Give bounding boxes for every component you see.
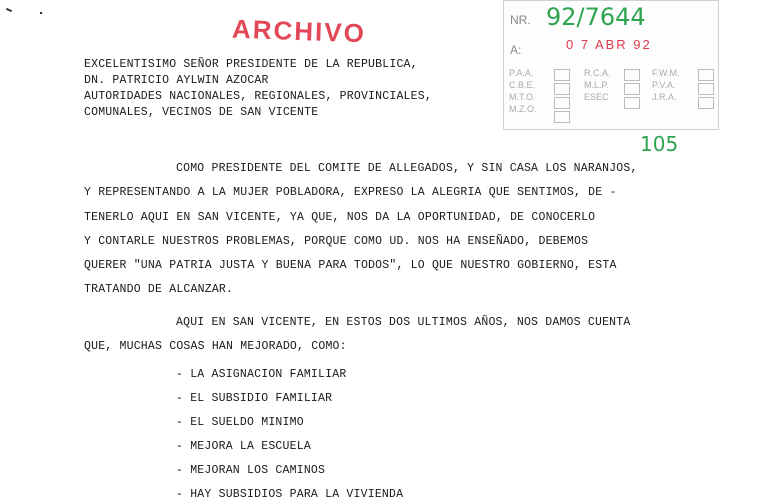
- registry-number: 92/7644: [546, 3, 646, 31]
- registry-code: R.C.A.: [584, 68, 611, 78]
- registry-checkbox: [698, 83, 714, 95]
- body-line: QUE, MUCHAS COSAS HAN MEJORADO, COMO:: [84, 340, 347, 353]
- body-line: Y REPRESENTANDO A LA MUJER POBLADORA, EXPRESO LA ALEGRIA QUE SENTIMOS, DE -: [84, 186, 617, 199]
- registry-checkbox: [698, 97, 714, 109]
- body-line: AQUI EN SAN VICENTE, EN ESTOS DOS ULTIMOS AÑOS, NOS DAMOS CUENTA: [176, 316, 631, 329]
- address-line: DN. PATRICIO AYLWIN AZOCAR: [84, 74, 269, 87]
- body-line: TENERLO AQUI EN SAN VICENTE, YA QUE, NOS DA LA OPORTUNIDAD, DE CONOCERLO: [84, 211, 596, 224]
- registry-code: F.W.M.: [652, 68, 680, 78]
- registry-checkbox: [698, 69, 714, 81]
- registry-checkbox: [554, 83, 570, 95]
- registry-code: P.V.A.: [652, 80, 676, 90]
- registry-a-label: A:: [510, 43, 522, 57]
- folio-number: 105: [640, 132, 679, 156]
- registry-grid-col3: [652, 67, 680, 103]
- scan-speck: [6, 8, 12, 12]
- registry-checkbox: [624, 97, 640, 109]
- registry-code: J.R.A.: [652, 92, 677, 102]
- registry-date: 0 7 ABR 92: [566, 37, 652, 52]
- registry-code: ESEC: [584, 92, 609, 102]
- body-line: TRATANDO DE ALCANZAR.: [84, 283, 234, 296]
- registry-checkbox: [554, 111, 570, 123]
- scan-speck: [40, 12, 42, 14]
- address-line: EXCELENTISIMO SEÑOR PRESIDENTE DE LA REPUBLICA,: [84, 58, 418, 71]
- list-item: - HAY SUBSIDIOS PARA LA VIVIENDA: [176, 488, 404, 501]
- body-line: Y CONTARLE NUESTROS PROBLEMAS, PORQUE COMO UD. NOS HA ENSEÑADO, DEBEMOS: [84, 235, 589, 248]
- registry-checkbox: [624, 69, 640, 81]
- list-item: - EL SUBSIDIO FAMILIAR: [176, 392, 333, 405]
- registry-grid-col2: [584, 67, 611, 103]
- archivo-stamp: ARCHIVO: [231, 13, 367, 49]
- list-item: - MEJORA LA ESCUELA: [176, 440, 311, 453]
- registry-checkbox: [554, 97, 570, 109]
- body-line: COMO PRESIDENTE DEL COMITE DE ALLEGADOS, Y SIN CASA LOS NARANJOS,: [176, 162, 638, 175]
- address-line: AUTORIDADES NACIONALES, REGIONALES, PROVINCIALES,: [84, 90, 432, 103]
- registry-code: M.Z.O.: [509, 104, 537, 114]
- registry-checkbox: [554, 69, 570, 81]
- registry-code: M.L.P.: [584, 80, 609, 90]
- address-line: COMUNALES, VECINOS DE SAN VICENTE: [84, 106, 319, 119]
- registry-stamp: [503, 0, 719, 130]
- registry-nr-label: NR.: [510, 13, 531, 27]
- registry-checkbox: [624, 83, 640, 95]
- registry-code: C.B.E.: [509, 80, 536, 90]
- list-item: - EL SUELDO MINIMO: [176, 416, 304, 429]
- list-item: - LA ASIGNACION FAMILIAR: [176, 368, 347, 381]
- registry-code: P.A.A.: [509, 68, 534, 78]
- body-line: QUERER "UNA PATRIA JUSTA Y BUENA PARA TODOS", LO QUE NUESTRO GOBIERNO, ESTA: [84, 259, 617, 272]
- registry-code: M.T.O.: [509, 92, 536, 102]
- registry-grid-col1: [509, 67, 537, 115]
- list-item: - MEJORAN LOS CAMINOS: [176, 464, 326, 477]
